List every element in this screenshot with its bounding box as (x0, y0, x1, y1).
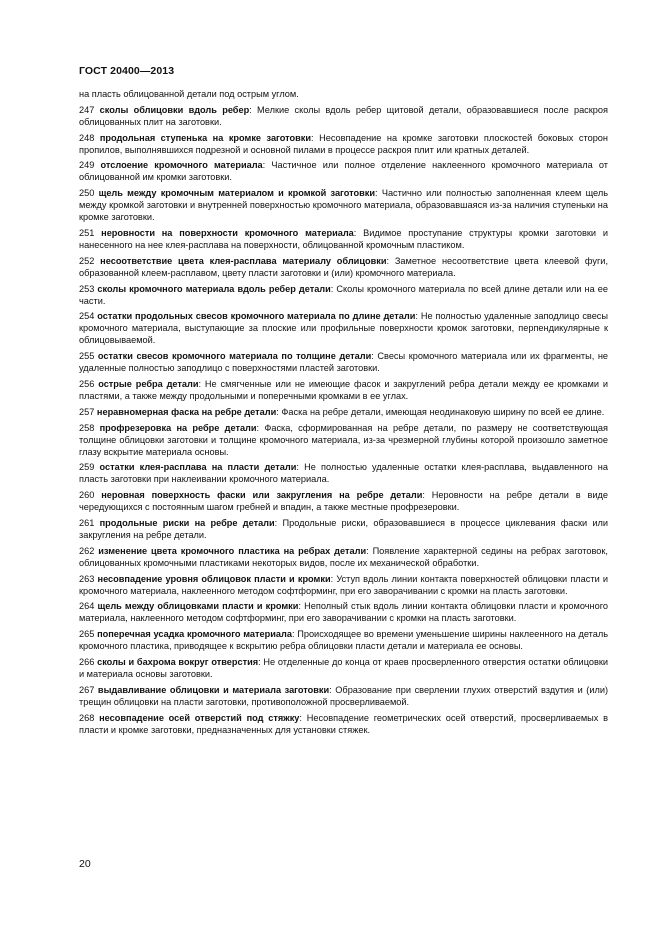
term-definition: Свесы кромочного материала или их фрагменты, не удаленные полностью заподлицо с поверхностями пластей заготовки. (79, 351, 609, 374)
term-definition: Фаска, сформированная на ребре детали, по размеру не соответствующая толщине облицовки заготовки и толщине кромочного материала, из-за чрезмерной глубины которой произошло заметное глазу вскрытие материала основы. (79, 422, 609, 457)
term-definition: Не отделенные до конца от краев просверленного отверстия остатки облицовки и материала основы заготовки. (79, 656, 608, 679)
term-name: неровности на поверхности кромочного материала (101, 227, 354, 238)
term-number: 265 (79, 629, 95, 640)
term-definition: Частичное или полное отделение наклеенного кромочного материала от облицованной им кромки заготовки. (79, 160, 608, 183)
term-entry: 253 сколы кромочного материала вдоль ребер детали: Сколы кромочного материала по всей длине детали или на ее части. (79, 283, 608, 306)
term-entry: 251 неровности на поверхности кромочного материала: Видимое проступание структуры кромки заготовки и нанесенного на нее клея-расплава на поверхности, облицованной кромочным пластиком. (79, 227, 608, 250)
term-name: щель между облицовками пласти и кромки (97, 601, 299, 612)
term-name: несовпадение осей отверстий под стяжку (99, 712, 300, 723)
term-number: 249 (79, 160, 95, 171)
term-entry: 248 продольная ступенька на кромке заготовки: Несовпадение на кромке заготовки плоскостей боковых сторон пропилов, выполнявшихся подрезной и основной пилами в процессе раскроя плит или кратных деталей. (79, 132, 608, 155)
term-entry: 257 неравномерная фаска на ребре детали: Фаска на ребре детали, имеющая неодинаковую ширину по всей ее длине. (79, 406, 605, 417)
term-entry: 266 сколы и бахрома вокруг отверстия: Не отделенные до конца от краев просверленного отверстия остатки облицовки и материала основы заготовки. (79, 656, 608, 679)
term-definition: Частично или полностью заполненная клеем щель между кромкой заготовки и внутренней поверхностью кромочного материала, образовавшаяся из-за наличия ступеньки на кромке заготовки. (79, 188, 608, 223)
term-name: продольная ступенька на кромке заготовки (99, 132, 312, 143)
term-entry: 262 изменение цвета кромочного пластика на ребрах детали: Появление характерной седины на ребрах заготовок, облицованных кромочными пластиками некоторых видов, после их механической обработки. (79, 545, 608, 568)
term-entry: 261 продольные риски на ребре детали: Продольные риски, образовавшиеся в процессе циклевания фаски или закругления на ребре детали. (79, 517, 609, 540)
term-number: 264 (79, 601, 95, 612)
term-definition: Заметное несоответствие цвета клеевой фуги, образованной клеем-расплавом, цвету пласти заготовки и (или) кромочного материала. (79, 255, 608, 278)
term-name: сколы и бахрома вокруг отверстия (97, 656, 259, 667)
term-number: 256 (79, 378, 95, 389)
term-name: сколы облицовки вдоль ребер (99, 104, 250, 115)
term-definition: Неровности на ребре детали в виде чередующихся с постоянным шагом гребней и впадин, а также местные профрезеровки. (79, 490, 608, 513)
term-number: 257 (79, 406, 95, 417)
term-number: 248 (79, 132, 95, 143)
term-number: 263 (79, 573, 95, 584)
term-name: выдавливание облицовки и материала заготовки (97, 684, 330, 695)
term-number: 255 (79, 351, 95, 362)
term-definition: Происходящее во времени уменьшение ширины наклеенного на деталь кромочного пластика, приводящее к вскрытию ребра облицовки пласти детали и материала ее основы. (79, 629, 608, 652)
term-number: 260 (79, 490, 95, 501)
term-definition: Видимое проступание структуры кромки заготовки и нанесенного на нее клея-расплава на поверхности, облицованной кромочным пластиком. (79, 227, 608, 250)
term-name: отслоение кромочного материала (100, 160, 263, 171)
term-definition: Продольные риски, образовавшиеся в процессе циклевания фаски или закругления на ребре детали. (79, 517, 609, 540)
term-entry: 247 сколы облицовки вдоль ребер: Мелкие сколы вдоль ребер щитовой детали, образовавшиеся после раскроя облицованных плит на заготовки. (79, 104, 608, 127)
term-definition: Уступ вдоль линии контакта поверхностей облицовки пласти и кромочного материала, наклеенного методом софтформинг, при его заворачивании с кромки на пласть заготовки. (79, 573, 608, 596)
term-definition: Не смягченные или не имеющие фасок и закруглений ребра детали между ее кромками и пластями, а также между продольными и поперечными кромками в ее углах. (79, 378, 608, 401)
term-definition: Неполный стык вдоль линии контакта облицовки пласти и кромочного материала, наклеенного методом софтформинг, при его заворачивании с кромки на пласть заготовки. (79, 601, 608, 624)
term-definition: Не полностью удаленные заподлицо свесы кромочного материала, выступающие за плоские или профильные поверхности кромок заготовки, перпендикулярные к облицовываемой. (79, 311, 608, 346)
term-definition: Сколы кромочного материала по всей длине детали или на ее части. (79, 283, 608, 306)
term-name: острые ребра детали (98, 378, 199, 389)
term-number: 258 (79, 422, 95, 433)
term-name: неравномерная фаска на ребре детали (96, 406, 277, 417)
term-entry: 254 остатки продольных свесов кромочного материала по длине детали: Не полностью удаленные заподлицо свесы кромочного материала, выступающие за плоские или профильные поверхности кромок заготовки, перпендикулярные к облицовываемой. (79, 311, 608, 346)
term-name: неровная поверхность фаски или закругления на ребре детали (101, 490, 423, 501)
term-entry: 263 несовпадение уровня облицовок пласти и кромки: Уступ вдоль линии контакта поверхностей облицовки пласти и кромочного материала, наклеенного методом софтформинг, при его заворачивании с кромки на пласть заготовки. (79, 573, 608, 596)
term-name: несоответствие цвета клея-расплава материалу облицовки (100, 255, 387, 266)
term-number: 261 (79, 517, 95, 528)
term-entry: 265 поперечная усадка кромочного материала: Происходящее во времени уменьшение ширины наклеенного на деталь кромочного пластика, приводящее к вскрытию ребра облицовки пласти детали и материала ее основы. (79, 629, 608, 652)
term-number: 259 (79, 462, 95, 473)
term-definition: Образование при сверлении глухих отверстий вздутия и (или) трещин облицовки на пласти заготовки, противоположной просверливаемой. (79, 684, 609, 707)
term-name: поперечная усадка кромочного материала (97, 629, 292, 640)
term-entry: 249 отслоение кромочного материала: Частичное или полное отделение наклеенного кромочного материала от облицованной им кромки заготовки. (79, 160, 608, 183)
term-number: 262 (79, 545, 95, 556)
term-number: 253 (79, 283, 95, 294)
term-entry: 252 несоответствие цвета клея-расплава материалу облицовки: Заметное несоответствие цвета клеевой фуги, образованной клеем-расплавом, цвету пласти заготовки и (или) кромочного материала. (79, 255, 608, 278)
term-definition: Появление характерной седины на ребрах заготовок, облицованных кромочными пластиками некоторых видов, после их механической обработки. (79, 545, 608, 568)
term-number: 266 (79, 656, 95, 667)
term-entry: 259 остатки клея-расплава на пласти детали: Не полностью удаленные остатки клея-расплава, выдавленного на пласть заготовки при наклеивании кромочного материала. (79, 462, 608, 485)
term-number: 267 (79, 684, 95, 695)
standard-code: ГОСТ 20400—2013 (79, 65, 175, 77)
term-entry: 258 профрезеровка на ребре детали: Фаска, сформированная на ребре детали, по размеру не соответствующая толщине облицовки заготовки и толщине кромочного материала, из-за чрезмерной глубины которой произошло заметное глазу вскрытие материала основы. (79, 422, 609, 457)
term-number: 252 (79, 255, 95, 266)
term-number: 251 (79, 227, 95, 238)
term-entry: 267 выдавливание облицовки и материала заготовки: Образование при сверлении глухих отверстий вздутия и (или) трещин облицовки на пласти заготовки, противоположной просверливаемой. (79, 684, 609, 707)
term-number: 268 (79, 712, 95, 723)
term-entry: 264 щель между облицовками пласти и кромки: Неполный стык вдоль линии контакта облицовки пласти и кромочного материала, наклеенного методом софтформинг, при его заворачивании с кромки на пласть заготовки. (79, 601, 608, 624)
term-definition: Несовпадение на кромке заготовки плоскостей боковых сторон пропилов, выполнявшихся подрезной и основной пилами в процессе раскроя плит или кратных деталей. (79, 132, 608, 155)
term-definition: Несовпадение геометрических осей отверстий, просверливаемых в пласти и кромке заготовки, предназначенных для установки стяжек. (79, 712, 608, 735)
term-number: 250 (79, 188, 95, 199)
term-name: несовпадение уровня облицовок пласти и кромки (97, 573, 331, 584)
page-number: 20 (79, 858, 91, 870)
term-name: изменение цвета кромочного пластика на ребрах детали (98, 545, 367, 556)
term-name: остатки клея-расплава на пласти детали (99, 462, 297, 473)
term-definition: Не полностью удаленные остатки клея-расплава, выдавленного на пласть заготовки при наклеивании кромочного материала. (79, 462, 608, 485)
continuation-line: на пласть облицованной детали под острым углом. (79, 89, 299, 99)
term-entry: 250 щель между кромочным материалом и кромкой заготовки: Частично или полностью заполненная клеем щель между кромкой заготовки и внутренней поверхностью кромочного материала, образовавшаяся из-за наличия ступеньки на кромке заготовки. (79, 188, 608, 223)
term-number: 247 (79, 104, 95, 115)
term-number: 254 (79, 311, 95, 322)
term-name: щель между кромочным материалом и кромкой заготовки (98, 188, 376, 199)
term-name: остатки свесов кромочного материала по толщине детали (97, 351, 372, 362)
term-name: остатки продольных свесов кромочного материала по длине детали (97, 311, 416, 322)
term-entry: 268 несовпадение осей отверстий под стяжку: Несовпадение геометрических осей отверстий, просверливаемых в пласти и кромке заготовки, предназначенных для установки стяжек. (79, 712, 608, 735)
term-name: сколы кромочного материала вдоль ребер детали (97, 283, 331, 294)
terms-list (79, 88, 608, 739)
term-name: профрезеровка на ребре детали (99, 422, 257, 433)
term-entry: 255 остатки свесов кромочного материала по толщине детали: Свесы кромочного материала или их фрагменты, не удаленные полностью заподлицо с поверхностями пластей заготовки. (79, 351, 609, 374)
term-entry: 256 острые ребра детали: Не смягченные или не имеющие фасок и закруглений ребра детали между ее кромками и пластями, а также между продольными и поперечными кромками в ее углах. (79, 378, 608, 401)
term-name: продольные риски на ребре детали (99, 517, 275, 528)
term-definition: Фаска на ребре детали, имеющая неодинаковую ширину по всей ее длине. (281, 406, 605, 417)
term-entry: 260 неровная поверхность фаски или закругления на ребре детали: Неровности на ребре детали в виде чередующихся с постоянным шагом гребней и впадин, а также местные профрезеровки. (79, 490, 608, 513)
term-definition: Мелкие сколы вдоль ребер щитовой детали, образовавшиеся после раскроя облицованных плит на заготовки. (79, 104, 608, 127)
